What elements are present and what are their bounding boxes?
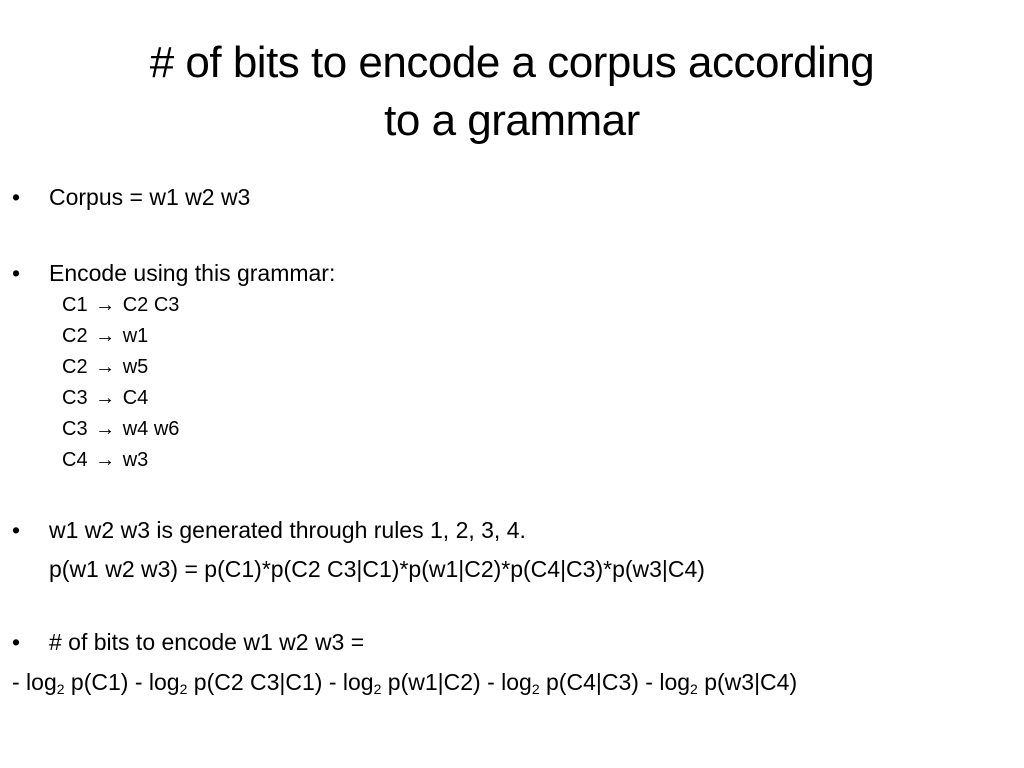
- rule-rhs: C2 C3: [122, 294, 180, 316]
- arrow-right-icon: →: [95, 356, 116, 378]
- bullet-bits-text: # of bits to encode w1 w2 w3 =: [49, 629, 365, 655]
- bullet-corpus-text: Corpus = w1 w2 w3: [49, 184, 251, 210]
- grammar-rule: [62, 414, 179, 445]
- rule-rhs: w3: [122, 449, 149, 471]
- formula-term: [322, 669, 480, 695]
- log-base: 2: [690, 681, 698, 697]
- bullet-dot: •: [12, 629, 21, 655]
- log-argument: p(C2 C3|C1): [187, 669, 323, 695]
- slide-title: [40, 34, 984, 150]
- formula-term: [481, 669, 639, 695]
- rule-lhs: C1: [62, 294, 88, 316]
- log-base: 2: [373, 681, 382, 697]
- log-prefix: - log: [12, 669, 57, 695]
- bits-formula: [12, 666, 797, 699]
- log-argument: p(C4|C3): [539, 669, 639, 695]
- log-argument: p(C1): [64, 669, 129, 695]
- grammar-rules: [62, 290, 179, 476]
- rule-lhs: C3: [62, 387, 88, 409]
- bullet-encode-text: Encode using this grammar:: [49, 260, 336, 286]
- formula-term: [128, 669, 322, 695]
- bullet-generated-text: w1 w2 w3 is generated through rules 1, 2, 3, 4.: [49, 517, 526, 543]
- rule-rhs: w4 w6: [122, 418, 180, 440]
- slide-title-line-2: to a grammar: [384, 96, 640, 145]
- formula-term: [639, 669, 797, 695]
- formula-term: [12, 669, 128, 695]
- arrow-right-icon: →: [95, 325, 116, 347]
- arrow-right-icon: →: [95, 418, 116, 440]
- rule-rhs: w5: [122, 356, 149, 378]
- log-base: 2: [531, 681, 540, 697]
- arrow-right-icon: →: [95, 387, 116, 409]
- arrow-right-icon: →: [95, 294, 116, 316]
- log-base: 2: [179, 681, 188, 697]
- slide-title-line-1: # of bits to encode a corpus according: [149, 38, 875, 87]
- arrow-right-icon: →: [95, 449, 116, 471]
- log-argument: p(w3|C4): [697, 669, 798, 695]
- grammar-rule: [62, 352, 179, 383]
- grammar-rule: [62, 321, 179, 352]
- rule-lhs: C2: [62, 356, 88, 378]
- log-argument: p(w1|C2): [381, 669, 481, 695]
- log-prefix: - log: [638, 669, 691, 695]
- probability-equation: p(w1 w2 w3) = p(C1)*p(C2 C3|C1)*p(w1|C2)*p(C4|C3)*p(w3|C4): [49, 556, 705, 582]
- log-prefix: - log: [322, 669, 374, 695]
- grammar-rule: [62, 383, 179, 414]
- rule-lhs: C2: [62, 325, 88, 347]
- grammar-rule: [62, 290, 179, 321]
- rule-rhs: C4: [122, 387, 149, 409]
- rule-lhs: C3: [62, 418, 88, 440]
- rule-rhs: w1: [122, 325, 149, 347]
- bullet-dot: •: [12, 260, 21, 286]
- log-prefix: - log: [480, 669, 532, 695]
- rule-lhs: C4: [62, 449, 88, 471]
- bullet-dot: •: [12, 517, 21, 543]
- grammar-rule: [62, 445, 179, 476]
- bullet-dot: •: [12, 184, 21, 210]
- log-base: 2: [56, 681, 65, 697]
- log-prefix: - log: [128, 669, 180, 695]
